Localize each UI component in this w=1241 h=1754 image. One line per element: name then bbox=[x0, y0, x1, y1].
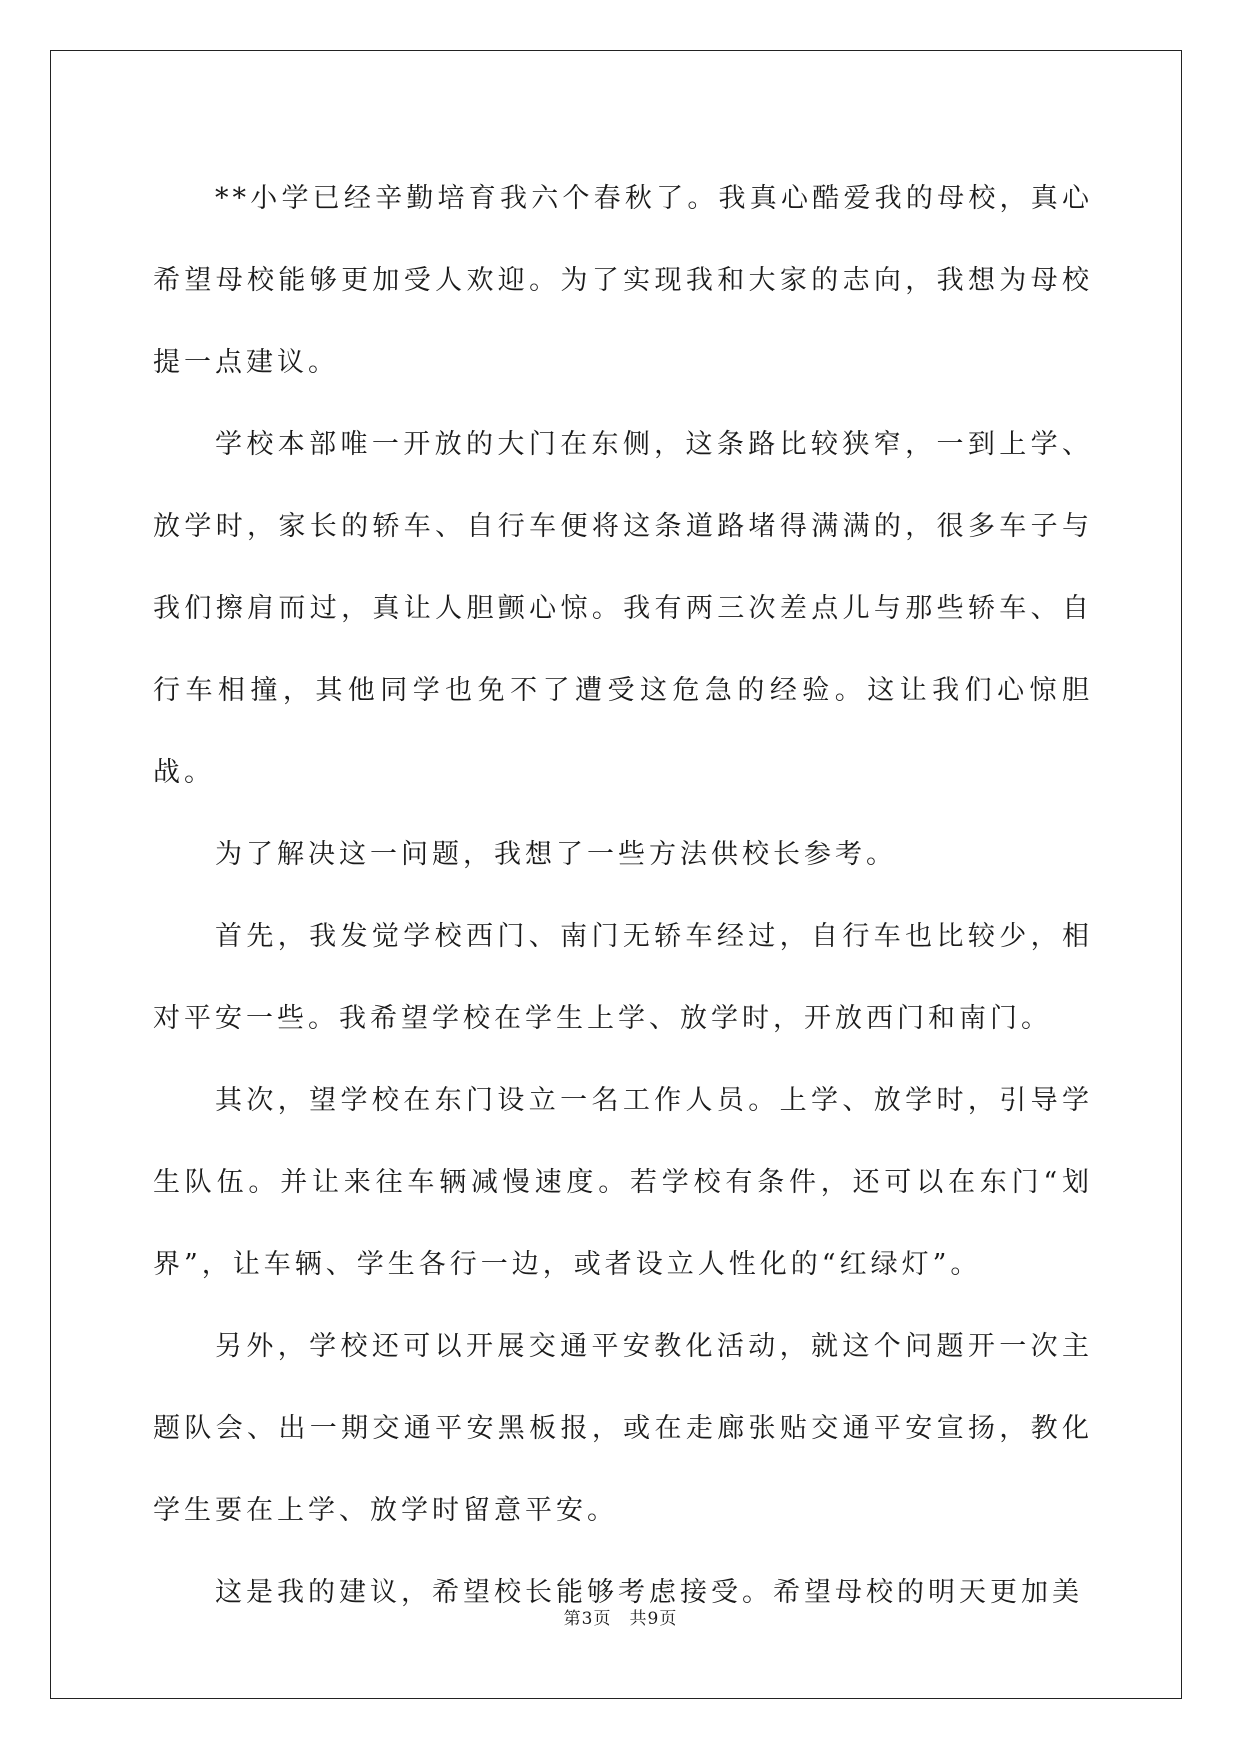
document-body bbox=[153, 158, 1093, 1634]
paragraph-2: 学校本部唯一开放的大门在东侧，这条路比较狭窄，一到上学、放学时，家长的轿车、自行车便将这条道路堵得满满的，很多车子与我们擦肩而过，真让人胆颤心惊。我有两三次差点儿与那些轿车、自行车相撞，其他同学也免不了遭受这危急的经验。这让我们心惊胆战。 bbox=[153, 429, 1093, 788]
paragraph-3: 为了解决这一问题，我想了一些方法供校长参考。 bbox=[215, 839, 897, 870]
page-footer bbox=[0, 1604, 1241, 1629]
paragraph-6: 另外，学校还可以开展交通平安教化活动，就这个问题开一次主题队会、出一期交通平安黑板报，或在走廊张贴交通平安宣扬，教化学生要在上学、放学时留意平安。 bbox=[153, 1331, 1093, 1526]
paragraph-7: 这是我的建议，希望校长能够考虑接受。希望母校的明天更加美 bbox=[215, 1577, 1083, 1608]
paragraph-5: 其次，望学校在东门设立一名工作人员。上学、放学时，引导学生队伍。并让来往车辆减慢速度。若学校有条件，还可以在东门“划界”，让车辆、学生各行一边，或者设立人性化的“红绿灯”。 bbox=[153, 1085, 1093, 1280]
page-total: 共9页 bbox=[629, 1609, 678, 1629]
paragraph-4: 首先，我发觉学校西门、南门无轿车经过，自行车也比较少，相对平安一些。我希望学校在学生上学、放学时，开放西门和南门。 bbox=[153, 921, 1093, 1034]
page-number: 第3页 bbox=[563, 1609, 612, 1629]
paragraph-1: **小学已经辛勤培育我六个春秋了。我真心酷爱我的母校，真心希望母校能够更加受人欢迎。为了实现我和大家的志向，我想为母校提一点建议。 bbox=[153, 183, 1093, 378]
